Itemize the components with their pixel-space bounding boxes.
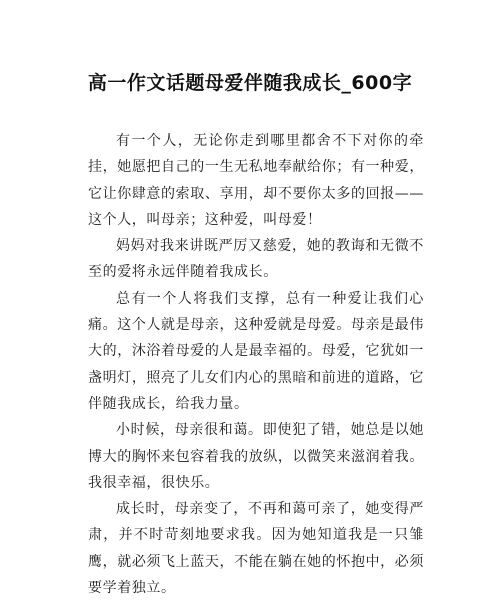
document-title: 高一作文话题母爱伴随我成长_600字	[87, 72, 413, 94]
paragraph-2: 妈妈对我来讲既严厉又慈爱，她的教诲和无微不至的爱将永远伴随着我成长。	[88, 238, 424, 281]
paragraph-5: 成长时，母亲变了，不再和蔼可亲了，她变得严肃，并不时苛刻地要求我。因为她知道我是一只雏鹰，就必须飞上蓝天，不能在躺在她的怀抱中，必须要学着独立。	[88, 501, 424, 597]
paragraph-3: 总有一个人将我们支撑，总有一种爱让我们心痛。这个人就是母亲，这种爱就是母爱。母亲是最伟大的，沐浴着母爱的人是最幸福的。母爱，它犹如一盏明灯，照亮了儿女们内心的黑暗和前进的道路，它伴随我成长，给我力量。	[88, 290, 424, 412]
paragraph-4: 小时候，母亲很和蔼。即使犯了错，她总是以她博大的胸怀来包容着我的放纵，以微笑来滋润着我。我很幸福，很快乐。	[88, 422, 424, 491]
paragraph-1: 有一个人，无论你走到哪里都舍不下对你的牵挂，她愿把自己的一生无私地奉献给你；有一种爱，它让你肆意的索取、享用，却不要你太多的回报——这个人，叫母亲；这种爱，叫母爱！	[88, 133, 424, 228]
document-body	[88, 128, 424, 601]
